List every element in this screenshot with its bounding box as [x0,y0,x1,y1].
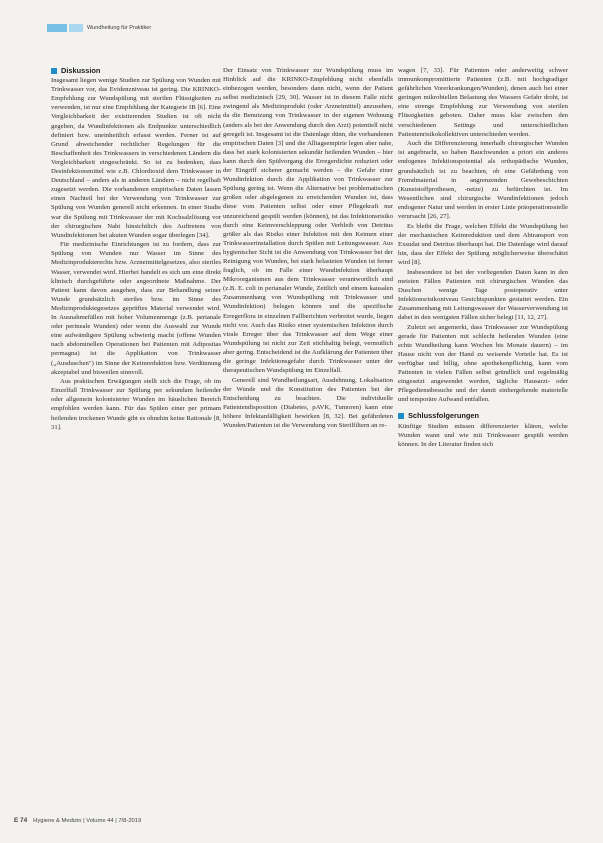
page-number: E 74 [14,817,28,824]
section-heading-schlussfolgerungen [398,411,568,420]
paragraph: wagen [7, 33]. Für Patienten oder anderweitig schwer immunkompromittierte Patienten (z.B. mit hochgradiger gefährlichen Vorerkrankungen/Wunden), denen auch bei einer geringen mikrobiellen Belastung des Wassers Gefahr droht, ist eine strenge Empfehlung zur Verwendung von sterilen Flüssigkeiten geboten. Daher muss klar zwischen den verschiedenen Settings und unterschiedlichen Patientenrisikokollektiven unterschieden werden. [398,67,568,138]
paragraph: Es bleibt die Frage, welchen Effekt die Wundspülung bei der mechanischen Keimreduktion und dem Abtransport von Exsudat und Detritus überhaupt hat. Die Datenlage wird darauf hin, dass der Effekt der Spülung möglicherweise überschätzt wird [8]. [398,222,568,266]
heading-label: Diskussion [61,66,101,75]
text-column-2 [223,66,393,816]
paragraph: Der Einsatz von Trinkwasser zur Wundspülung muss im Hinblick auf die KRINKO-Empfehlung nicht ebenfalls einbezogen werden, besonders dann nicht, wenn der Patient selbst medizinisch [29, 30]. Wasser ist in diesem Falle nicht zwingend als Medizinprodukt (oder Arzneimittel) anzusehen, da die Benutzung von Trinkwasser in der eigenen Wohnung (anders als bei der Anwendung durch den Arzt) potentiell nicht geregelt ist. Insgesamt ist die Datenlage dünn, die vorhandenen empirischen Daten [3] und die Alltagsempirie legen aber nahe, dass bei stark kolonisierten sekundär heilenden Wunden – hier kann durch den Spülvorgang die Erregerdichte reduziert oder der Eingriff sicherer gemacht werden – die Gefahr einer Wundinfektion durch die Applikation von Trinkwasser zur Spülung gering ist. Wenn die Alternative bei problematischen großen oder abgelegenen zu erreichenden Wunden ist, dass diese vom Patienten selbst oder einer Pflegekraft nur unzureichend gespült werden (können), ist das Infektionsrisiko durch eine Keimverschleppung oder Verbleib von Detritus größer als das Risiko einer Infektion mit den Keimen einer Trinkwasserinstallation durch Spülen mit Leitungswasser. Aus hygienischer Sicht ist die Anwendung von Trinkwasser bei der Reinigung von Wunden, bei stark belasteten Wunden ist ferner fraglich, ob im Falle einer Wundinfektion überhaupt Mikroorganismen aus dem Trinkwasser verantwortlich sind (z.B. E. coli in perianaler Wunde, Zeitlich und einem kausalen Zusammenhang von Wundspülung mit Trinkwasser und Wundinfektion) belegen können und die spezifische Erregerflora in einzelnen Fallberichten verbreitet wurde, liegen nicht vor. Auch das Risiko einer systemischen Infektion durch virale Erreger über das Trinkwasser auf dem Wege einer Wundspülung ist nicht zur Zeit stichhaltig belegt, vermutlich aber gering. Entscheidend ist die Aufklärung der Patienten über die geringe Infektionsgefahr durch Trinkwasser unter der therapeutischen Wundspülung im Einzelfall. [223,67,393,375]
paragraph: Auch die Differenzierung innerhalb chirurgischer Wunden ist angebracht, so haben Bauchwunden a priori ein anderes endogenes Infektionspotential als orthopädische Wunden, grundsätzlich ist zu beachten, ob eine Gefährdung von Fremdmaterial in angrenzenden Gewebeschichten (Kunststoffprothesen, -netze) zu befürchten ist. Im Wesentlichen sind chirurgische Wundinfektionen jedoch endogener Natur und werden in erster Linie präoperationsstelle verursacht [26, 27]. [398,140,568,220]
section-header [47,23,151,32]
header-color-tab-light [69,24,83,32]
paragraph: Künftige Studien müssen differenzierter klären, welche Wunden wann und wie mit Trinkwasser gespült werden können. In der Literatur finden sich [398,422,568,448]
heading-label: Schlussfolgerungen [408,411,480,421]
text-column-3 [398,66,568,816]
paragraph: Generell sind Wundheilungsart, Ausdehnung, Lokalisation der Wunde und die Konstitution des Patienten bei der Entscheidung zu beachten. Die individuelle Patientendisposition (Diabetes, pAVK, Tumoren) kann eine höhere Infektanfälligkeit bewirken [8, 32]. Bei gefährdeten Wunden/Patienten ist die Verwendung von Sterilfiltern an re- [223,376,393,430]
page-footer [14,817,141,824]
paragraph: Zuletzt sei angemerkt, dass Trinkwasser zur Wundspülung gerade für Patienten mit schlecht heilenden Wunden (eine echte Wundheilung kann Wochen bis Monate dauern) – im Hause nicht von der Hand zu weisende Vorteile hat. Es ist verfügbar und billig, ohne apothekenpflichtig, kann vom Patienten in vielen Fällen selbst gründlich und regelmäßig eingesetzt angewendet werden, tägliche Hausarzt- oder Pflegedienstbesuche und der damit einhergehende materielle und temporäre Aufwand entfallen. [398,323,568,404]
paragraph: Insgesamt liegen wenige Studien zur Spülung von Wunden mit Trinkwasser vor, das Evidenzniveau ist gering. Die KRINKO-Empfehlung zur Wundspülung mit sterilen Flüssigkeiten zu verwenden, ist nur eine Empfehlung der Kategorie IB [6]. Eine Vergleichbarkeit der existierenden Studien ist oft nicht gegeben, da Wundinfektionen als Endpunkte unterschiedlich definiert bzw. uneinheitlich erfasst werden. Ferner ist auf Grund abweichender rechtlicher Regelungen für die Beschaffenheit des Trinkwassers in verschiedenen Ländern die Vergleichbarkeit eingeschränkt. So ist zu bedenken, dass Desinfektionsmittel wie z.B. Chlordioxid dem Trinkwasser in Deutschland – anders als in anderen Ländern – nicht regelhaft zugesetzt werden. Die vorhandenen empirischen Daten lassen einen Nachteil bei der Verwendung von Trinkwasser zur Spülung von Wunden generell nicht erkennen. In einer Studie war die Spülung mit Trinkwasser der mit Kochsalzlösung vor der chirurgischen Naht hinsichtlich des Auftretens von Wundinfektionen bei akuten Wunden sogar überlegen [34]. [51,77,221,239]
paragraph: Für medizinische Einrichtungen ist zu fordern, dass zur Spülung von Wunden nur Wasser im Sinne des Medizinprodukterechts bzw. Arzneimittelgesetzes, also steriles Wasser, verwendet wird. Hierbei handelt es sich um eine direkt klinisch durchgeführte oder angeordnete Maßnahme. Der Patient kann davon ausgehen, dass zur Behandlung seiner Wunde grundsätzlich steriles bzw. im Sinne des Medizinproduktegesetzes geprüftes Material verwendet wird. In Ausnahmefällen mit hoher Volumenmenge (z.B. perianale oder perineale Wunden) oder wenn die Auswahl zur Wunde eine aufwändigere Spülung schwierig macht (offene Wunden nach abdominellen Operationen bei Patienten mit Adipositas permagna) ist die Applikation von Trinkwasser („Ausduschen") im Sinne der Keimreduktion bzw. Verdünnung akzeptabel und bisweilen sinnvoll. [51,241,221,376]
section-heading-diskussion [51,66,221,75]
paragraph: Aus praktischen Erwägungen stellt sich die Frage, ob im Einzelfall Trinkwasser zur Spülung per sekundam heilender oder allgemein kolonisierter Wunden im häuslichen Bereich empfohlen werden kann. Für das Spülen einer per primam heilenden trockenen Wunde gibt es ohnehin keine Rationale [8, 31]. [51,378,221,431]
breadcrumb: Wundheilung für Praktiker [87,24,152,31]
text-column-1 [51,66,221,816]
journal-citation: Hygiene & Medizin | Volume 44 | 7/8-2019 [33,817,142,824]
heading-square-icon [51,68,57,74]
header-color-tab [47,24,67,32]
heading-square-icon [398,413,404,419]
paragraph: Insbesondere ist bei der vorliegenden Daten kann in den meisten Fällen Patienten mit chirurgischen Wunden das Duschen wenige Tage postoperativ unter Infektionsrisikoniveau Gesichtspunkten gestattet werden. Ein Zusammenhang mit Leitungswasser der Wasserverwendung ist dabei in den wenigsten Fällen sicher belegt [11, 12, 27]. [398,268,568,322]
